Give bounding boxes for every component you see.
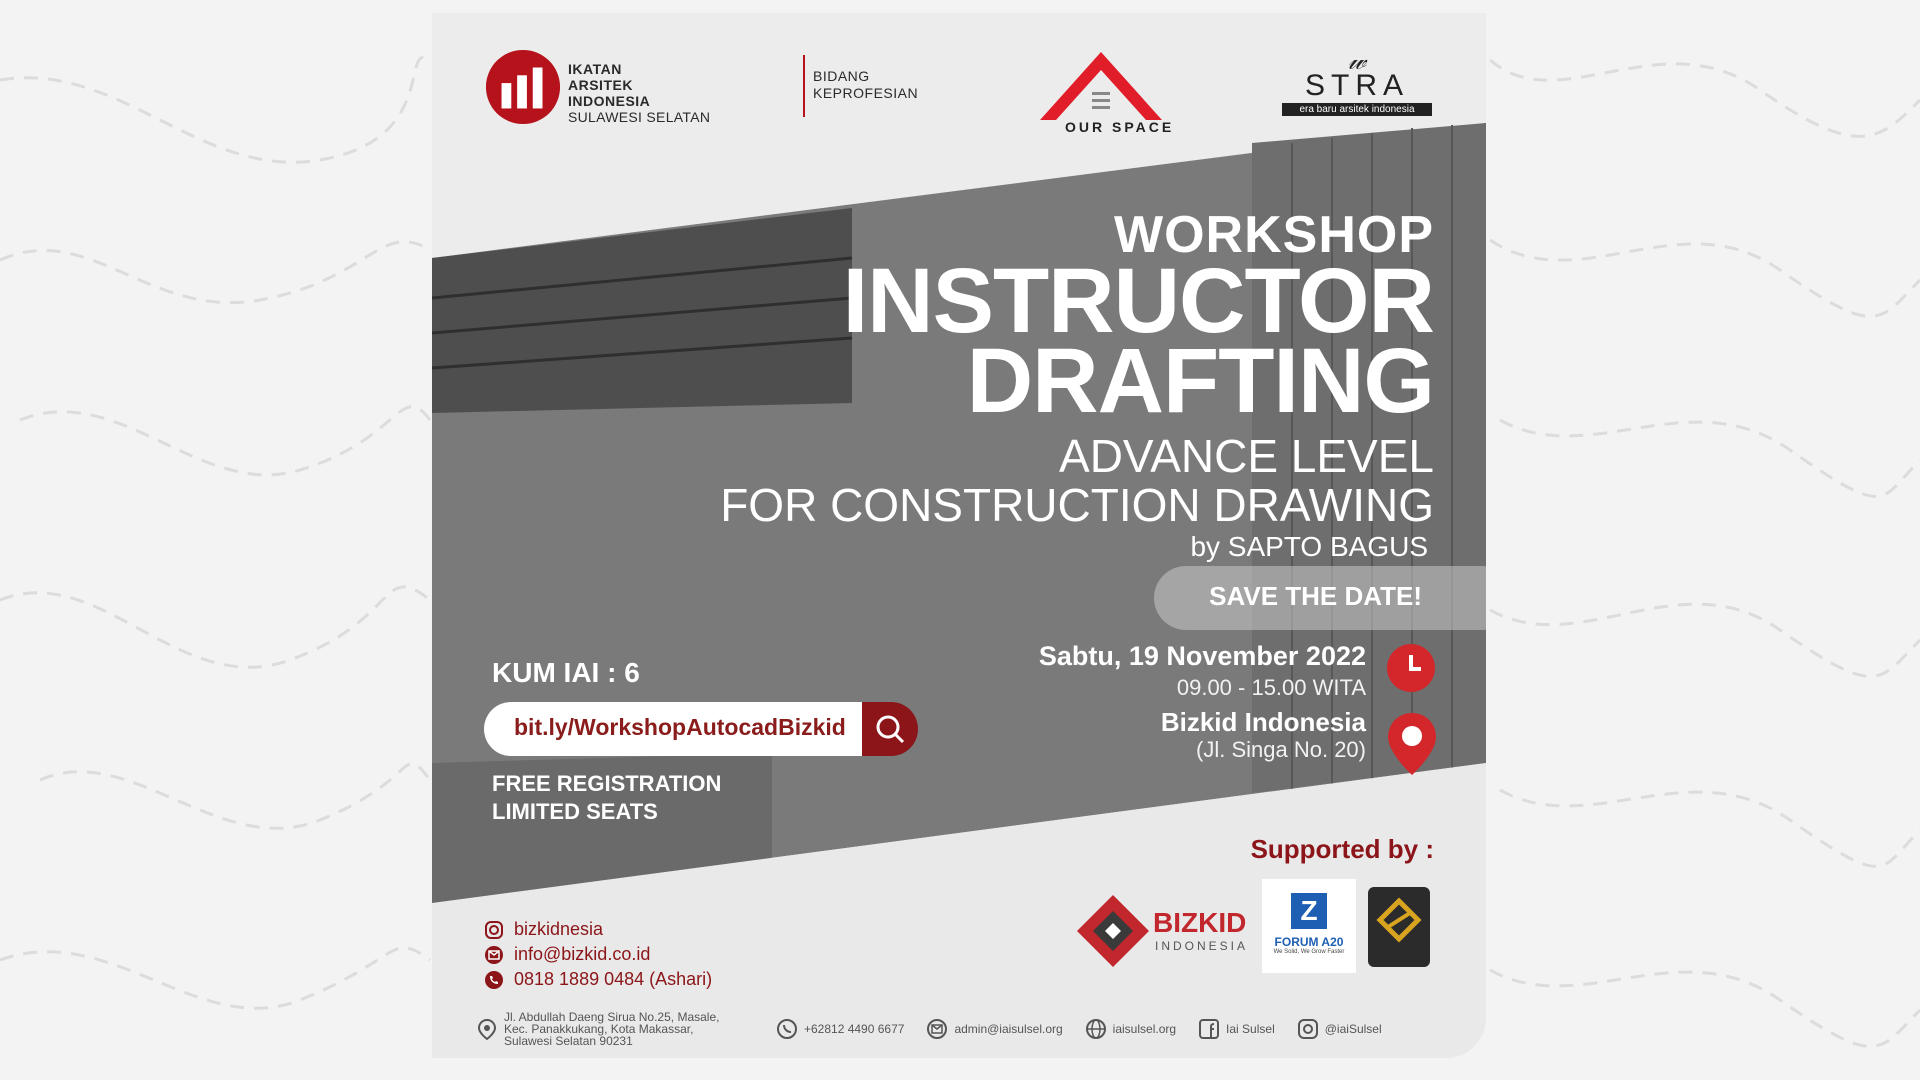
title-main: [842, 250, 1434, 432]
map-pin-icon: [476, 1018, 498, 1040]
address-line3: Sulawesi Selatan 90231: [504, 1034, 633, 1048]
globe-icon: [1085, 1018, 1107, 1040]
registration-link[interactable]: bit.ly/WorkshopAutocadBizkid: [514, 714, 846, 740]
speaker: by SAPTO BAGUS: [1190, 531, 1428, 562]
footer-instagram[interactable]: [1297, 1018, 1382, 1040]
instagram-icon: [484, 920, 504, 940]
iai-region: SULAWESI SELATAN: [568, 109, 711, 125]
event-venue: Bizkid Indonesia: [1160, 707, 1366, 737]
contact-phone[interactable]: [484, 969, 712, 990]
phone-number: 0818 1889 0484 (Ashari): [514, 969, 713, 989]
footer-email-address: admin@iaisulsel.org: [954, 1022, 1063, 1036]
address-line2: Kec. Panakkukang, Kota Makassar,: [504, 1022, 694, 1036]
email-address: info@bizkid.co.id: [514, 944, 651, 964]
bidang-label: [813, 68, 918, 102]
footer-email[interactable]: [926, 1018, 1062, 1040]
whatsapp-icon: [776, 1018, 798, 1040]
search-icon: [862, 702, 918, 756]
subtitle-level: ADVANCE LEVEL: [1059, 430, 1434, 482]
title-line2: DRAFTING: [966, 330, 1434, 432]
contact-email[interactable]: [484, 944, 650, 965]
registration-note: [492, 770, 721, 826]
title-line1: INSTRUCTOR: [842, 250, 1434, 352]
forum-name: FORUM A20: [1274, 935, 1344, 949]
kum-iai: KUM IAI : 6: [492, 657, 640, 688]
title-workshop: WORKSHOP: [1114, 206, 1434, 264]
subtitle-purpose: FOR CONSTRUCTION DRAWING: [720, 479, 1434, 531]
forum-mark-icon: Z: [1291, 893, 1327, 929]
iai-logo-icon: [484, 48, 562, 126]
footer-instagram-handle: @iaiSulsel: [1324, 1022, 1382, 1036]
footer-whatsapp[interactable]: [776, 1018, 904, 1040]
location-pin-icon: [1386, 711, 1438, 777]
bizkid-name: BIZKID: [1153, 907, 1247, 938]
phone-icon: [484, 970, 504, 990]
event-venue-address: (Jl. Singa No. 20): [1196, 737, 1366, 762]
footer-website[interactable]: [1085, 1018, 1176, 1040]
supported-by-label: Supported by :: [1250, 834, 1434, 864]
contact-instagram[interactable]: [484, 919, 603, 940]
event-poster: [432, 13, 1486, 1058]
whatsapp-number: +62812 4490 6677: [804, 1022, 905, 1036]
iai-line3: INDONESIA: [568, 93, 651, 109]
forum-tag: We Solid, We Grow Faster: [1273, 949, 1345, 955]
save-the-date: SAVE THE DATE!: [1209, 581, 1422, 611]
bizkid-logo: [1075, 893, 1261, 969]
footer: [476, 1009, 1446, 1049]
iai-line2: ARSITEK: [568, 77, 633, 93]
ourspace-wordmark: OUR SPACE: [1065, 119, 1175, 135]
clock-icon: [1386, 643, 1436, 693]
zegegaris-logo: [1368, 887, 1430, 967]
free-registration: FREE REGISTRATION: [492, 771, 722, 796]
address-line1: Jl. Abdullah Daeng Sirua No.25, Masale,: [504, 1010, 720, 1024]
stra-tagline: era baru arsitek indonesia: [1282, 103, 1432, 116]
stra-logo: 𝓌 STRA era baru arsitek indonesia: [1282, 46, 1432, 142]
instagram-handle: bizkidnesia: [514, 919, 604, 939]
footer-address: [476, 1011, 754, 1047]
mail-icon: [926, 1018, 948, 1040]
iai-name: [568, 61, 650, 109]
iai-line1: IKATAN: [568, 61, 622, 77]
event-time: 09.00 - 15.00 WITA: [1176, 675, 1366, 700]
facebook-icon: [1198, 1018, 1220, 1040]
instagram-footer-icon: [1297, 1018, 1319, 1040]
event-date: Sabtu, 19 November 2022: [1038, 641, 1366, 671]
footer-website-url: iaisulsel.org: [1112, 1022, 1177, 1036]
search-button[interactable]: [862, 702, 918, 756]
bizkid-sub: INDONESIA: [1155, 939, 1249, 953]
forum-a20-logo: [1262, 879, 1356, 973]
stra-word: STRA: [1304, 69, 1409, 102]
facebook-name: Iai Sulsel: [1226, 1022, 1275, 1036]
limited-seats: LIMITED SEATS: [492, 799, 658, 824]
zeg-mark-icon: [1368, 887, 1430, 967]
bizkid-mark-icon: [1075, 893, 1151, 969]
email-icon: [484, 945, 504, 965]
header-divider: [803, 55, 805, 117]
bidang-line2: KEPROFESIAN: [813, 85, 919, 101]
bidang-line1: BIDANG: [813, 68, 870, 84]
footer-facebook[interactable]: [1198, 1018, 1275, 1040]
